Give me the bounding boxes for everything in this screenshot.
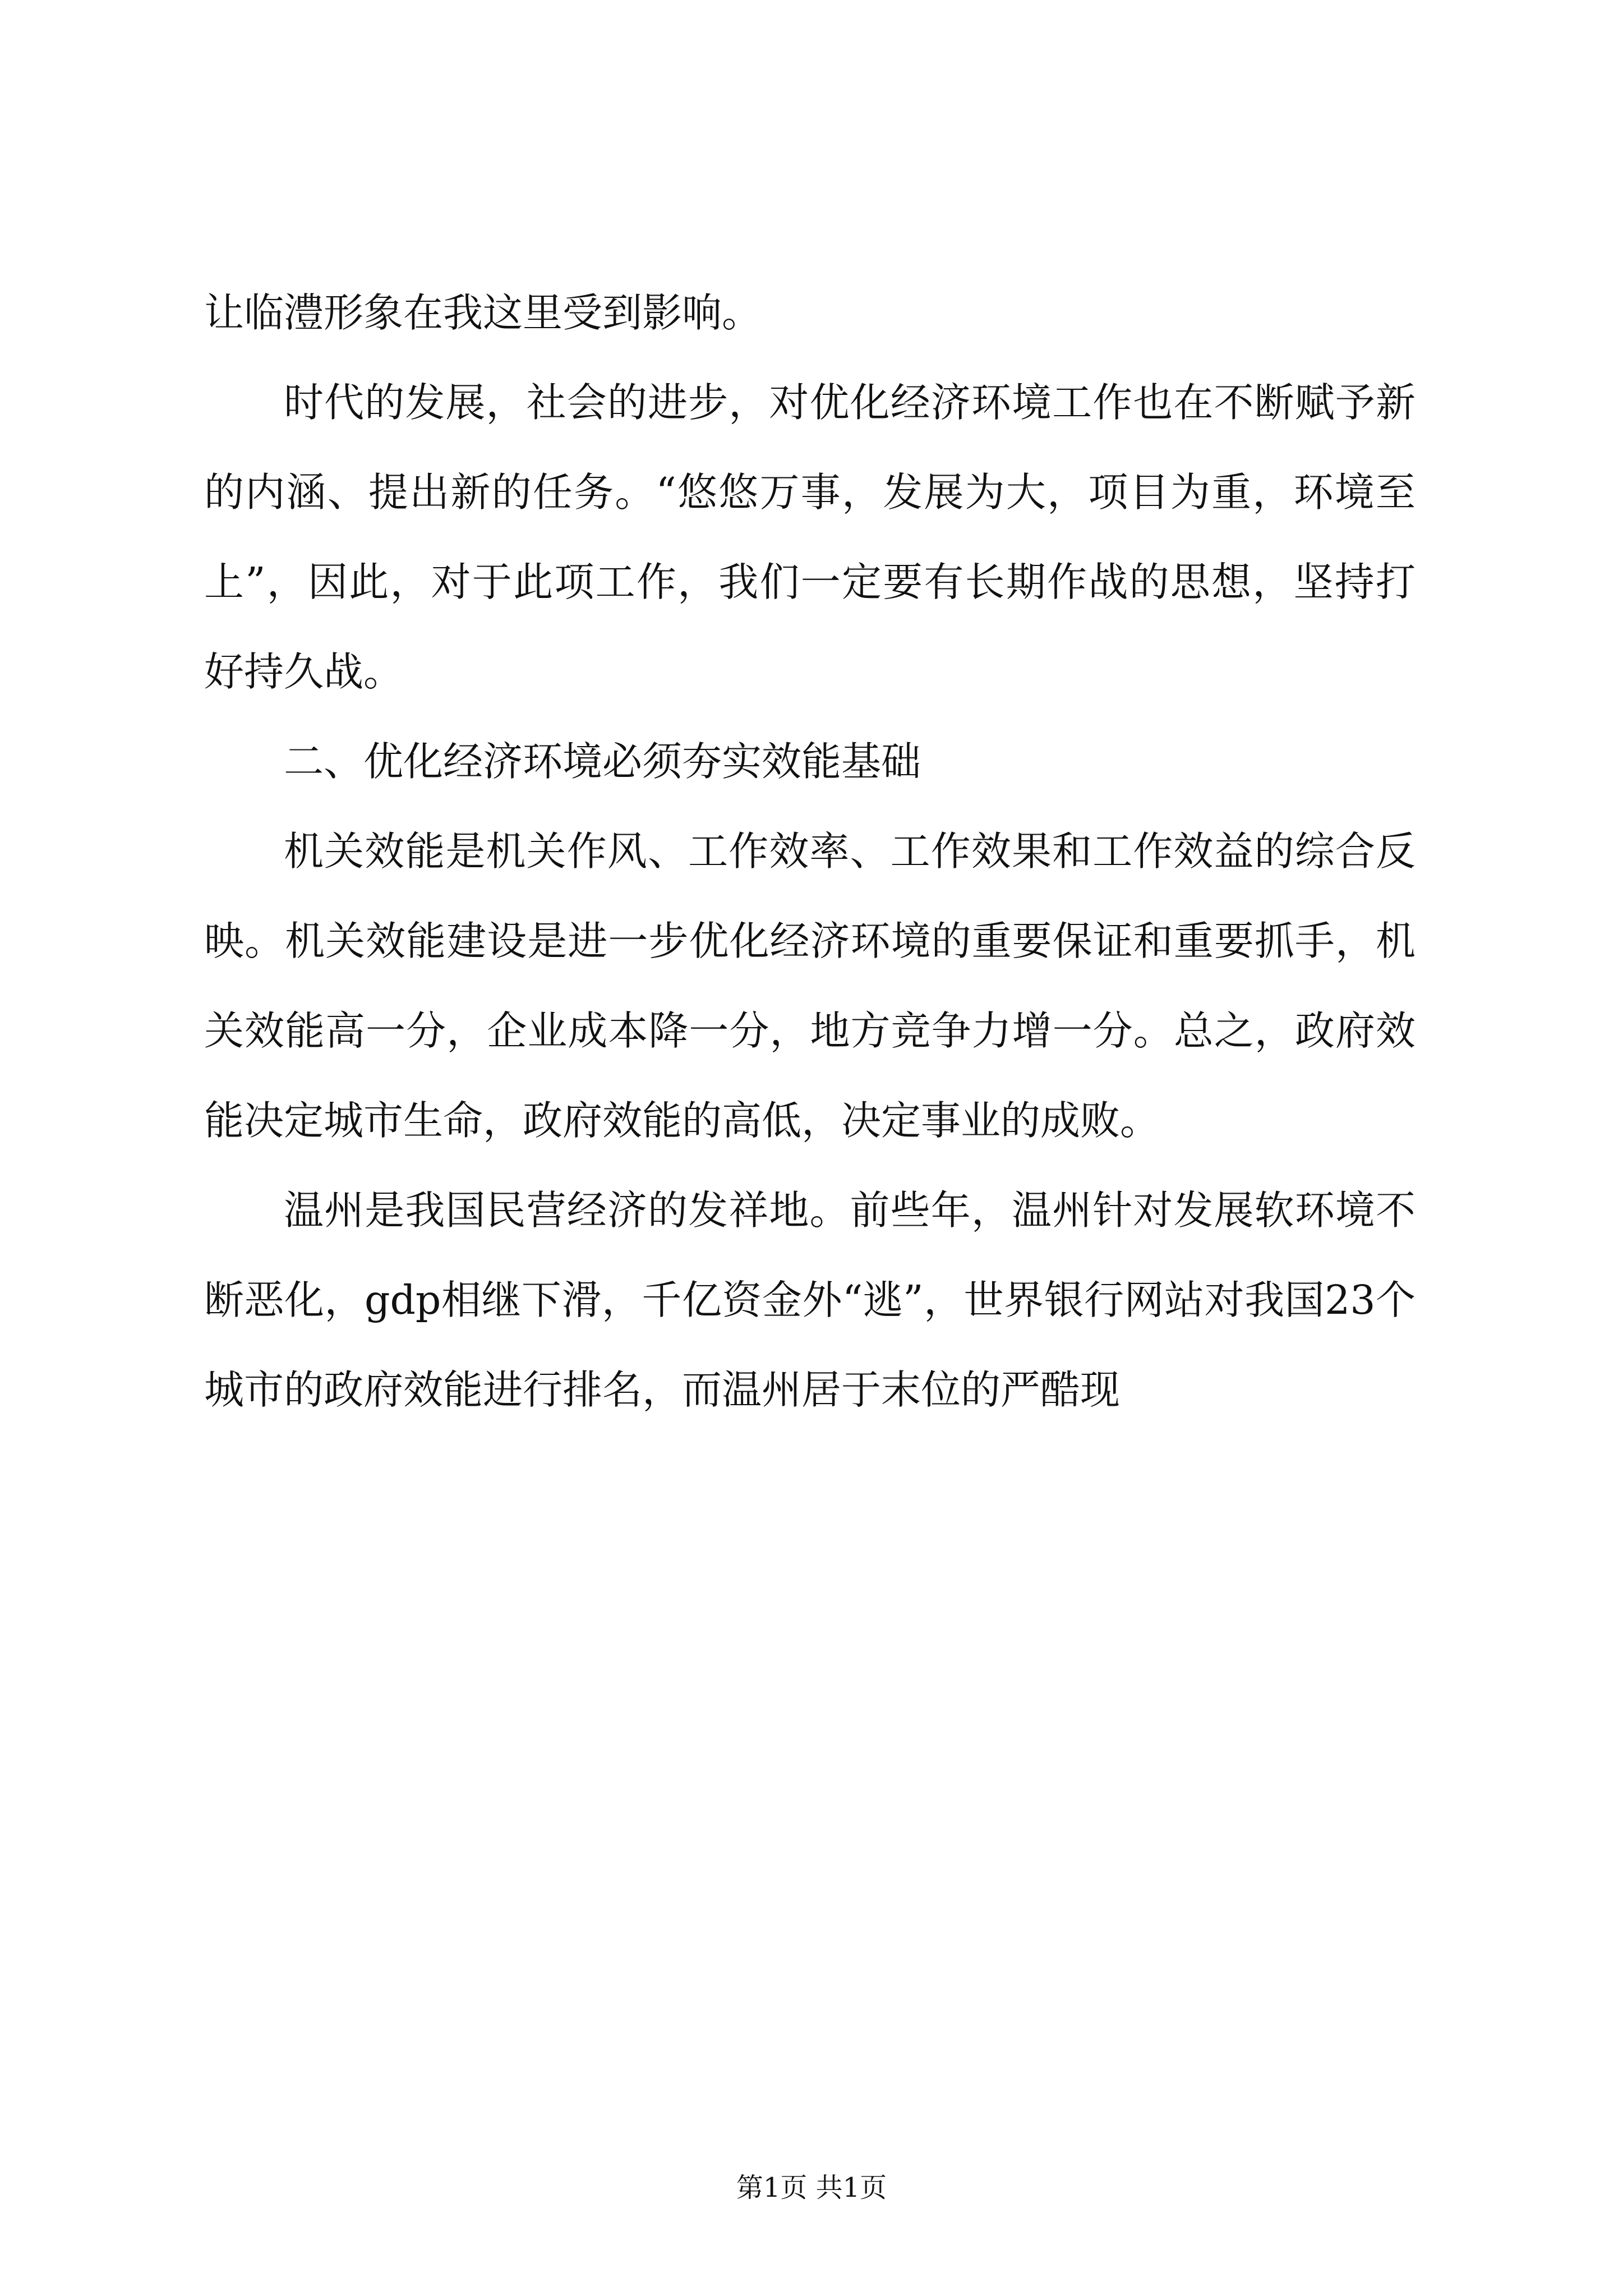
paragraph-continuation: 让临澧形象在我这里受到影响。 [204,289,762,336]
paragraph-development: 时代的发展，社会的进步，对优化经济环境工作也在不断赋予新的内涵、提出新的任务。“悠悠万事，发展为大，项目为重，环境至上”，因此，对于此项工作，我们一定要有长期作战的思想，坚持打好持久战。 [204,379,1415,695]
page-number-label: 第1页 共1页 [736,2172,887,2203]
section-heading: 二、优化经济环境必须夯实效能基础 [284,738,921,785]
paragraph-efficiency: 机关效能是机关作风、工作效率、工作效果和工作效益的综合反映。机关效能建设是进一步优化经济环境的重要保证和重要抓手，机关效能高一分，企业成本降一分，地方竞争力增一分。总之，政府效能决定城市生命，政府效能的高低，决定事业的成败。 [204,828,1415,1144]
document-body [204,268,1415,1435]
page-footer [0,2171,1623,2205]
paragraph-wenzhou: 温州是我国民营经济的发祥地。前些年，温州针对发展软环境不断恶化，gdp相继下滑，千亿资金外“逃”，世界银行网站对我国23个城市的政府效能进行排名，而温州居于末位的严酷现 [204,1187,1415,1413]
